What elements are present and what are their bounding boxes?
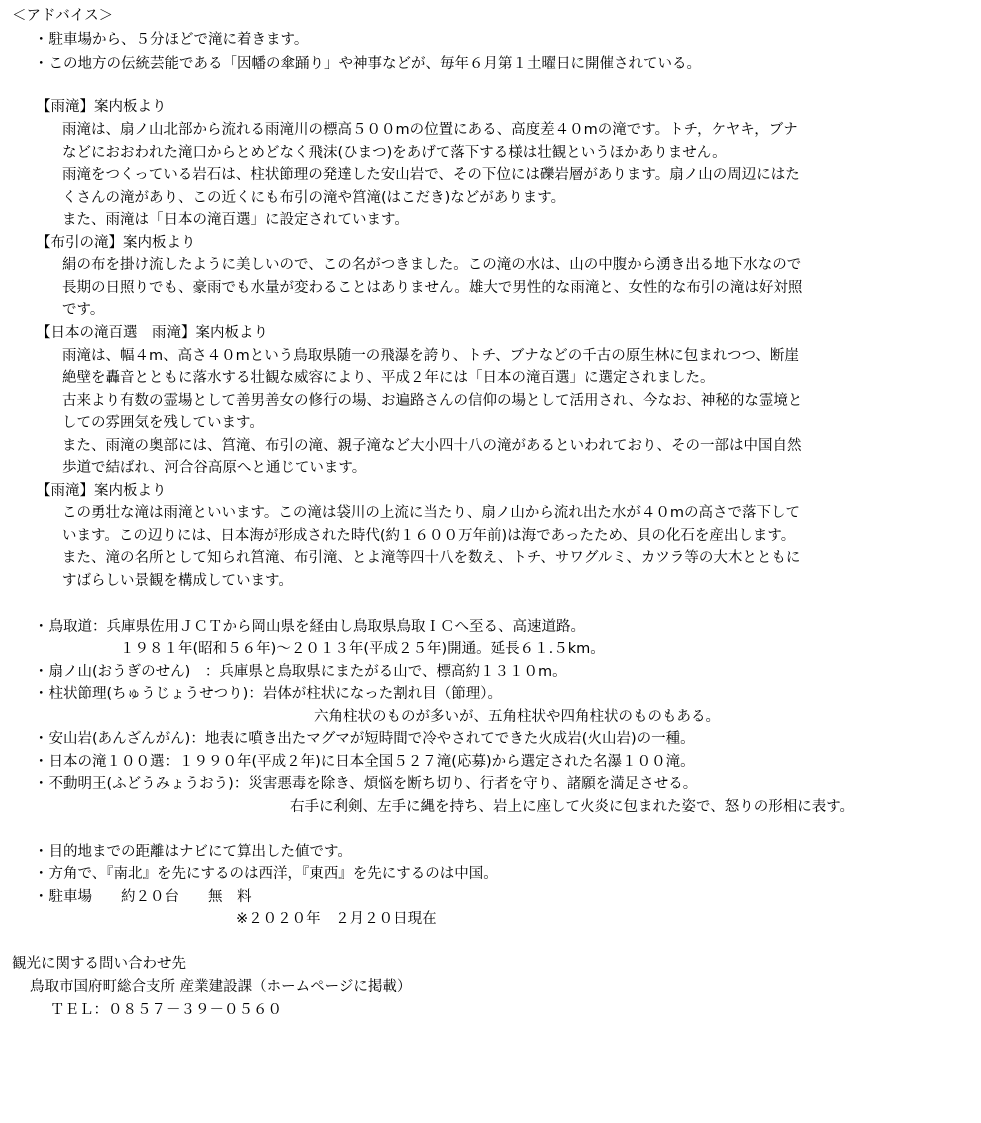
section-line: また、滝の名所として知られ筥滝、布引滝、とよ滝等四十八を数え、トチ、サワグルミ、カツラ等の大木とともに bbox=[62, 550, 801, 566]
section-line: 雨滝をつくっている岩石は、柱状節理の発達した安山岩で、その下位には礫岩層があります。扇ノ山の周辺にはた bbox=[62, 167, 800, 183]
glossary-entry: 右手に利剣、左手に縄を持ち、岩上に座して火炎に包まれた姿で、怒りの形相に表す。 bbox=[290, 799, 855, 815]
section-line: います。この辺りには、日本海が形成された時代(約１６００万年前)は海であったため、貝の化石を産出します。 bbox=[62, 528, 796, 544]
advice-bullet: ・この地方の伝統芸能である「因幡の傘踊り」や神事などが、毎年６月第１土曜日に開催されている。 bbox=[34, 56, 701, 72]
section-line: すばらしい景観を構成しています。 bbox=[62, 573, 293, 589]
glossary-entry: ・扇ノ山(おうぎのせん) ：兵庫県と鳥取県にまたがる山で、標高約１３１０m。 bbox=[34, 664, 567, 680]
contact-heading: 観光に関する問い合わせ先 bbox=[12, 956, 186, 972]
section-line: 絶壁を轟音とともに落水する壮観な威容により、平成２年には「日本の滝百選」に選定されました。 bbox=[62, 370, 715, 386]
section-line: 雨滝は、扇ノ山北部から流れる雨滝川の標高５００mの位置にある、高度差４０mの滝です。トチ，ケヤキ，ブナ bbox=[62, 122, 798, 138]
section-heading: 【雨滝】案内板より bbox=[36, 99, 167, 115]
section-line: また、雨滝は「日本の滝百選」に設定されています。 bbox=[62, 212, 409, 228]
glossary-entry: 六角柱状のものが多いが、五角柱状や四角柱状のものもある。 bbox=[314, 709, 720, 725]
note-line: ・方角で、『南北』を先にするのは西洋，『東西』を先にするのは中国。 bbox=[34, 866, 498, 882]
section-heading: 【布引の滝】案内板より bbox=[36, 235, 196, 251]
note-line: ・目的地までの距離はナビにて算出した値です。 bbox=[34, 844, 352, 860]
section-line: 絹の布を掛け流したように美しいので、この名がつきました。この滝の水は、山の中腹から湧き出る地下水なので bbox=[62, 257, 802, 273]
section-line: 雨滝は、幅４m、高さ４０mという鳥取県随一の飛瀑を誇り、トチ、ブナなどの千古の原生林に包まれつつ、断崖 bbox=[62, 348, 799, 364]
glossary-entry: ・安山岩(あんざんがん)：地表に噴き出たマグマが短時間で冷やされてできた火成岩(火山岩)の一種。 bbox=[34, 731, 695, 747]
glossary-entry: ・日本の滝１００選：１９９０年(平成２年)に日本全国５２７滝(応募)から選定された名瀑１００滝。 bbox=[34, 754, 695, 770]
advice-bullet: ・駐車場から、５分ほどで滝に着きます。 bbox=[34, 32, 309, 48]
section-heading: 【日本の滝百選 雨滝】案内板より bbox=[36, 325, 268, 341]
contact-office: 鳥取市国府町総合支所 産業建設課（ホームページに掲載） bbox=[30, 979, 412, 995]
glossary-entry: １９８１年(昭和５６年)～２０１３年(平成２５年)開通。延長６１.５km。 bbox=[120, 641, 605, 657]
contact-tel: ＴＥＬ：０８５７－３９－０５６０ bbox=[50, 1002, 282, 1018]
glossary-entry: ・鳥取道：兵庫県佐用ＪＣＴから岡山県を経由し鳥取県鳥取ＩＣへ至る、高速道路。 bbox=[34, 619, 585, 635]
section-line: また、雨滝の奥部には、筥滝、布引の滝、親子滝など大小四十八の滝があるといわれており、その一部は中国自然 bbox=[62, 438, 802, 454]
date-note: ※２０２０年 ２月２０日現在 bbox=[236, 911, 437, 927]
section-line: です。 bbox=[62, 302, 105, 318]
section-line: 歩道で結ばれ、河合谷高原へと通じています。 bbox=[62, 460, 367, 476]
section-line: などにおおわれた滝口からとめどなく飛沫(ひまつ)をあげて落下する様は壮観というほかありません。 bbox=[62, 145, 727, 161]
section-line: くさんの滝があり、この近くにも布引の滝や筥滝(はこだき)などがあります。 bbox=[62, 190, 566, 206]
glossary-entry: ・不動明王(ふどうみょうおう)：災害悪毒を除き、煩悩を断ち切り、行者を守り、諸願を満足させる。 bbox=[34, 776, 698, 792]
section-line: しての雰囲気を残しています。 bbox=[62, 415, 264, 431]
glossary-entry: ・柱状節理(ちゅうじょうせつり)：岩体が柱状になった割れ目（節理）。 bbox=[34, 686, 503, 702]
section-heading: 【雨滝】案内板より bbox=[36, 483, 167, 499]
advice-heading: ＜アドバイス＞ bbox=[12, 8, 114, 24]
section-line: この勇壮な滝は雨滝といいます。この滝は袋川の上流に当たり、扇ノ山から流れ出た水が４０mの高さで落下して bbox=[62, 505, 800, 521]
section-line: 古来より有数の霊場として善男善女の修行の場、お遍路さんの信仰の場として活用され、今なお、神秘的な霊境と bbox=[62, 393, 803, 409]
section-line: 長期の日照りでも、豪雨でも水量が変わることはありません。雄大で男性的な雨滝と、女性的な布引の滝は好対照 bbox=[62, 280, 803, 296]
note-line: ・駐車場 約２０台 無 料 bbox=[34, 889, 252, 905]
